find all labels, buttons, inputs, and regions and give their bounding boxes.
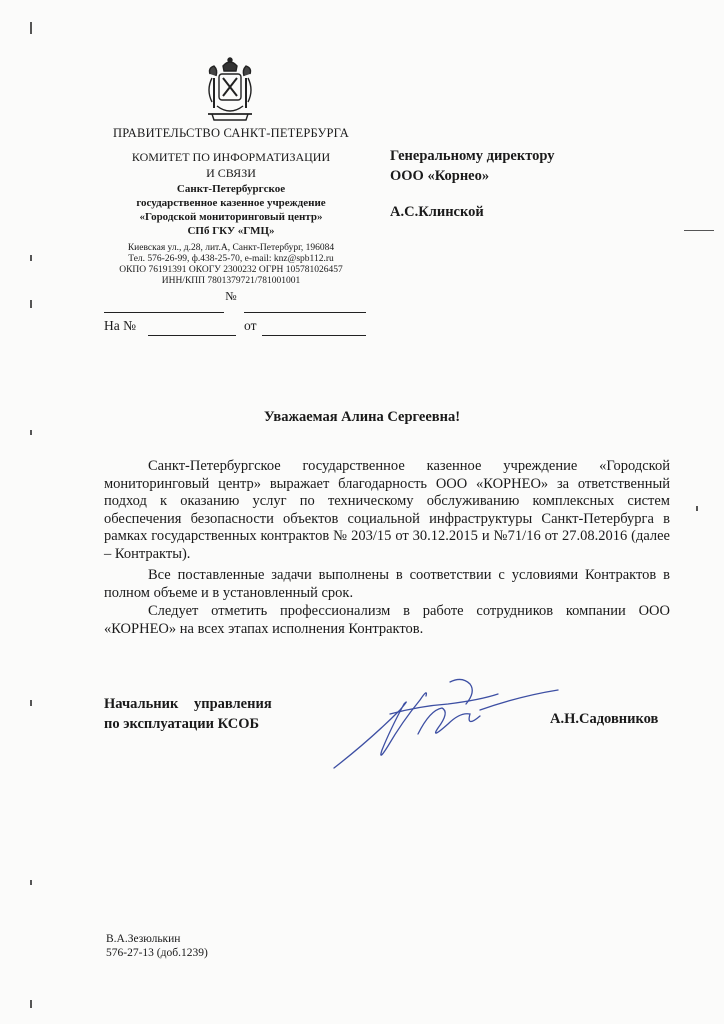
body-paragraph-3: Следует отметить профессионализм в работе сотрудников компании ООО «КОРНЕО» на всех этапах исполнения Контрактов. xyxy=(104,603,670,637)
addressee-name: А.С.Клинской xyxy=(390,204,484,220)
executor-name: В.А.Зезюлькин xyxy=(106,933,181,945)
body-paragraph-1: Санкт-Петербургское государственное казенное учреждение «Городской мониторинговый центр» выражает благодарность ООО «КОРНЕО» за ответственный подход к оказанию услуг по техническому обслуживанию комплексных систем обеспечения безопасности объектов социальной инфраструктуры Санкт-Петербурга в рамках государственных контрактов № 203/15 от 30.12.2015 и №71/16 от 27.08.2016 (далее – Контракты). xyxy=(104,458,670,562)
addressee-position: Генеральному директору xyxy=(390,148,555,164)
institution-line-1: Санкт-Петербургское xyxy=(176,183,286,195)
signatory-title-line-2: по эксплуатации КСОБ xyxy=(104,716,260,732)
greeting: Уважаемая Алина Сергеевна! xyxy=(263,409,461,425)
institution-line-3: «Городской мониторинговый центр» xyxy=(139,211,323,223)
executor-phone: 576-27-13 (доб.1239) xyxy=(106,947,208,959)
reference-date-underline xyxy=(262,335,366,336)
handwritten-signature xyxy=(330,670,570,780)
committee-line-2: И СВЯЗИ xyxy=(206,166,256,180)
reference-number-label: На № xyxy=(104,318,136,333)
committee-line-1: КОМИТЕТ ПО ИНФОРМАТИЗАЦИИ xyxy=(131,150,331,164)
institution-short-name: СПб ГКУ «ГМЦ» xyxy=(187,225,275,237)
institution-codes: ОКПО 76191391 ОКОГУ 2300232 ОГРН 105781026457 xyxy=(119,265,343,275)
signatory-title-line-1: Начальник управления xyxy=(104,696,272,712)
reference-from-label: от xyxy=(244,318,257,333)
institution-inn: ИНН/КПП 7801379721/781001001 xyxy=(161,276,301,286)
signatory-title xyxy=(104,694,272,734)
reference-number-underline xyxy=(148,335,236,336)
number-underline xyxy=(244,312,366,313)
body-paragraph-2: Все поставленные задачи выполнены в соответствии с условиями Контрактов в полном объеме и в установленный срок. xyxy=(104,567,670,601)
institution-address: Киевская ул., д.28, лит.А, Санкт-Петербург, 196084 xyxy=(127,243,335,253)
letterhead-block xyxy=(92,0,370,340)
government-title: ПРАВИТЕЛЬСТВО САНКТ-ПЕТЕРБУРГА xyxy=(113,126,349,140)
outgoing-number-sign: № xyxy=(225,289,237,303)
addressee-company: ООО «Корнео» xyxy=(390,168,490,184)
addressee-block xyxy=(390,146,555,222)
date-underline xyxy=(104,312,224,313)
signatory-name: А.Н.Садовников xyxy=(550,711,659,727)
institution-line-2: государственное казенное учреждение xyxy=(136,197,326,209)
institution-contacts: Тел. 576-26-99, ф.438-25-70, e-mail: knz@spb112.ru xyxy=(128,254,334,264)
executor-block xyxy=(106,932,208,960)
